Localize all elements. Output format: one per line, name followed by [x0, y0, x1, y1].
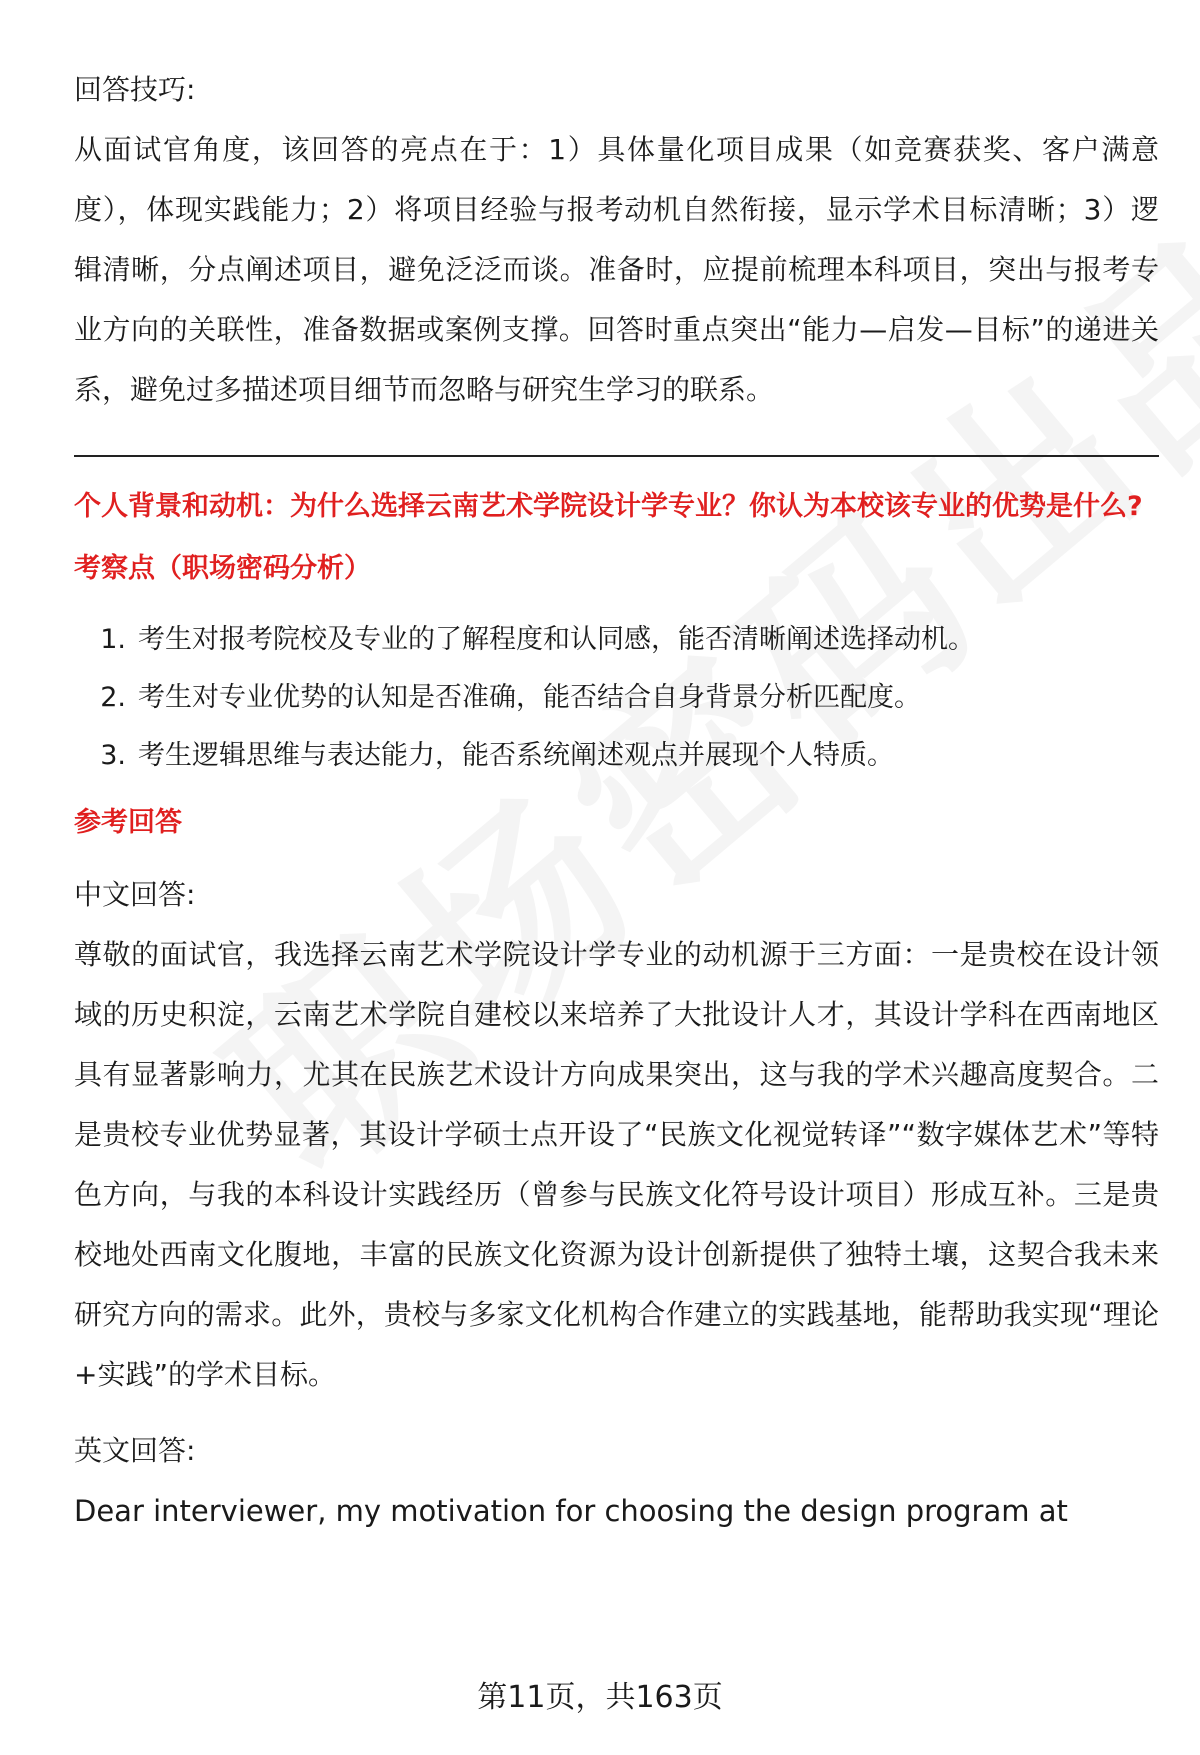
cn-answer-body: 尊敬的面试官，我选择云南艺术学院设计学专业的动机源于三方面：一是贵校在设计领域的历史积淀，云南艺术学院自建校以来培养了大批设计人才，其设计学科在西南地区具有显著影响力，尤其在民族艺术设计方向成果突出，这与我的学术兴趣高度契合。二是贵校专业优势显著，其设计学硕士点开设了“民族文化视觉转译”“数字媒体艺术”等特色方向，与我的本科设计实践经历（曾参与民族文化符号设计项目）形成互补。三是贵校地处西南文化腹地，丰富的民族文化资源为设计创新提供了独特土壤，这契合我未来研究方向的需求。此外，贵校与多家文化机构合作建立的实践基地，能帮助我实现“理论+实践”的学术目标。: [74, 938, 1159, 1391]
list-text: 考生对报考院校及专业的了解程度和认同感，能否清晰阐述选择动机。: [138, 624, 975, 655]
en-answer-label: 英文回答:: [74, 1434, 196, 1467]
list-text: 考生对专业优势的认知是否准确，能否结合自身背景分析匹配度。: [138, 682, 921, 713]
list-text: 考生逻辑思维与表达能力，能否系统阐述观点并展现个人特质。: [138, 740, 894, 771]
list-number: 2.: [100, 682, 126, 713]
cn-answer-label: 中文回答:: [74, 878, 196, 911]
points-list: [74, 611, 1159, 785]
section-divider: [74, 455, 1159, 457]
page-number: 第11页，共163页: [477, 1680, 723, 1715]
en-answer-body: Dear interviewer, my motivation for choosing the design program at: [74, 1494, 1068, 1528]
list-number: 1.: [100, 624, 126, 655]
document-page: [74, 60, 1159, 1541]
list-item: [74, 727, 1159, 785]
tips-body: 从面试官角度，该回答的亮点在于：1）具体量化项目成果（如竞赛获奖、客户满意度），体现实践能力；2）将项目经验与报考动机自然衔接，显示学术目标清晰；3）逻辑清晰，分点阐述项目，避免泛泛而谈。准备时，应提前梳理本科项目，突出与报考专业方向的关联性，准备数据或案例支撑。回答时重点突出“能力—启发—目标”的递进关系，避免过多描述项目细节而忽略与研究生学习的联系。: [74, 133, 1159, 406]
list-item: [74, 611, 1159, 669]
list-item: [74, 669, 1159, 727]
answer-heading: 参考回答: [74, 807, 182, 838]
list-number: 3.: [100, 740, 126, 771]
points-heading: 考察点（职场密码分析）: [74, 553, 371, 584]
question-title: 个人背景和动机：为什么选择云南艺术学院设计学专业？你认为本校该专业的优势是什么?: [74, 491, 1143, 522]
tips-label: 回答技巧:: [74, 73, 196, 106]
